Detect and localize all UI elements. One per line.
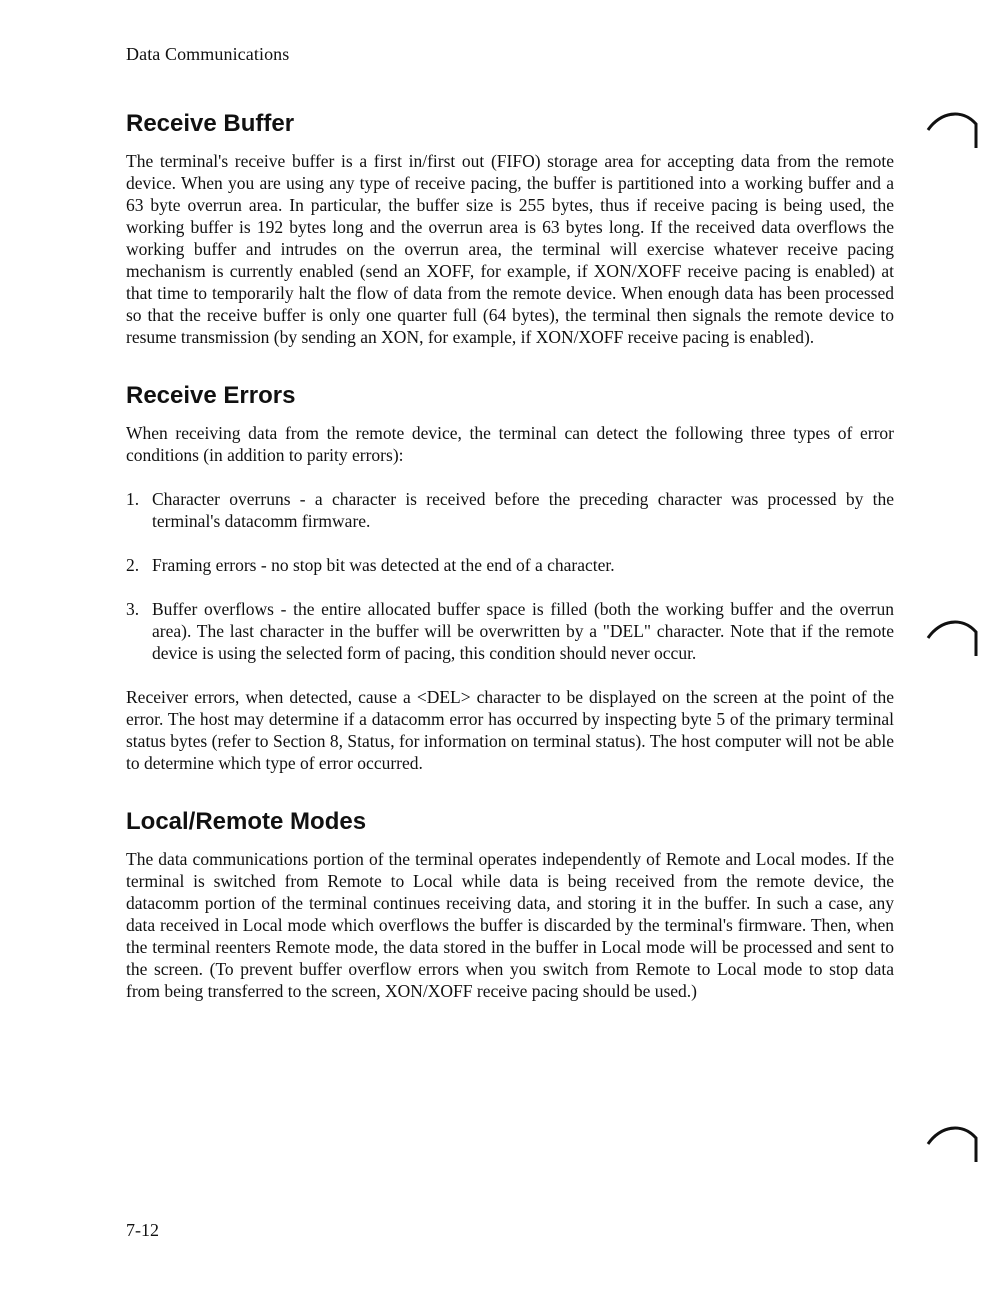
body-paragraph: The terminal's receive buffer is a first in/first out (FIFO) storage area for accepting data from the remote device. When you are using any type of receive pacing, the buffer is partitioned into a working buffer and a 63 byte overrun area. In particular, the buffer size is 255 bytes, thus if receive pacing is being used, the working buffer is 192 bytes long and the overrun area is 63 bytes long. If the received data overflows the working buffer and intrudes on the overrun area, the terminal will exercise whatever receive pacing mechanism is currently enabled (send an XOFF, for example, if XON/XOFF receive pacing is enabled) at that time to temporarily halt the flow of data from the remote device. When enough data has been processed so that the receive buffer is only one quarter full (64 bytes), the terminal then signals the remote device to resume transmission (by sending an XON, for example, if XON/XOFF receive pacing is enabled). bbox=[126, 151, 894, 347]
section-heading: Local/Remote Modes bbox=[126, 808, 367, 835]
section-heading: Receive Errors bbox=[126, 382, 296, 409]
body-paragraph: The data communications portion of the terminal operates independently of Remote and Local modes. If the terminal is switched from Remote to Local while data is being received from the remote device, the datacomm portion of the terminal continues receiving data, and storing it in the buffer. In such a case, any data received in Local mode which overflows the buffer is discarded by the terminal's firmware. Then, when the terminal reenters Remote mode, the data stored in the buffer in Local mode will be processed and sent to the screen. (To prevent buffer overflow errors when you switch from Remote to Local mode to stop data from being transferred to the screen, XON/XOFF receive pacing should be used.) bbox=[126, 849, 894, 1001]
section-local-remote-modes bbox=[126, 806, 894, 1002]
list-item-number: 1. bbox=[126, 489, 140, 509]
list-item-number: 3. bbox=[126, 599, 140, 619]
binder-tab-mark bbox=[926, 1122, 980, 1166]
list-item-text: Framing errors - no stop bit was detected at the end of a character. bbox=[152, 555, 615, 575]
list-item-text: Buffer overflows - the entire allocated buffer space is filled (both the working buffer and the overrun area). The last character in the buffer will be overwritten by a "DEL" character. Note that if the remote device is using the selected form of pacing, this condition should never occur. bbox=[152, 599, 894, 663]
closing-paragraph: Receiver errors, when detected, cause a <DEL> character to be displayed on the screen at the point of the error. The host may determine if a datacomm error has occurred by inspecting byte 5 of the primary terminal status bytes (refer to Section 8, Status, for information on terminal status). The host computer will not be able to determine which type of error occurred. bbox=[126, 687, 894, 773]
list-item-text: Character overruns - a character is received before the preceding character was processed by the terminal's datacomm firmware. bbox=[152, 489, 894, 531]
binder-tab-mark bbox=[926, 616, 980, 660]
list-item bbox=[126, 554, 894, 576]
page-content bbox=[126, 108, 894, 1034]
section-heading: Receive Buffer bbox=[126, 110, 295, 137]
list-item-number: 2. bbox=[126, 555, 140, 575]
intro-paragraph: When receiving data from the remote device, the terminal can detect the following three types of error conditions (in addition to parity errors): bbox=[126, 423, 894, 465]
page-number: 7-12 bbox=[126, 1220, 159, 1240]
running-head: Data Communications bbox=[126, 44, 290, 64]
error-list bbox=[126, 488, 894, 664]
section-receive-buffer bbox=[126, 108, 894, 348]
list-item bbox=[126, 598, 894, 664]
list-item bbox=[126, 488, 894, 532]
section-receive-errors bbox=[126, 380, 894, 774]
binder-tab-mark bbox=[926, 108, 980, 152]
